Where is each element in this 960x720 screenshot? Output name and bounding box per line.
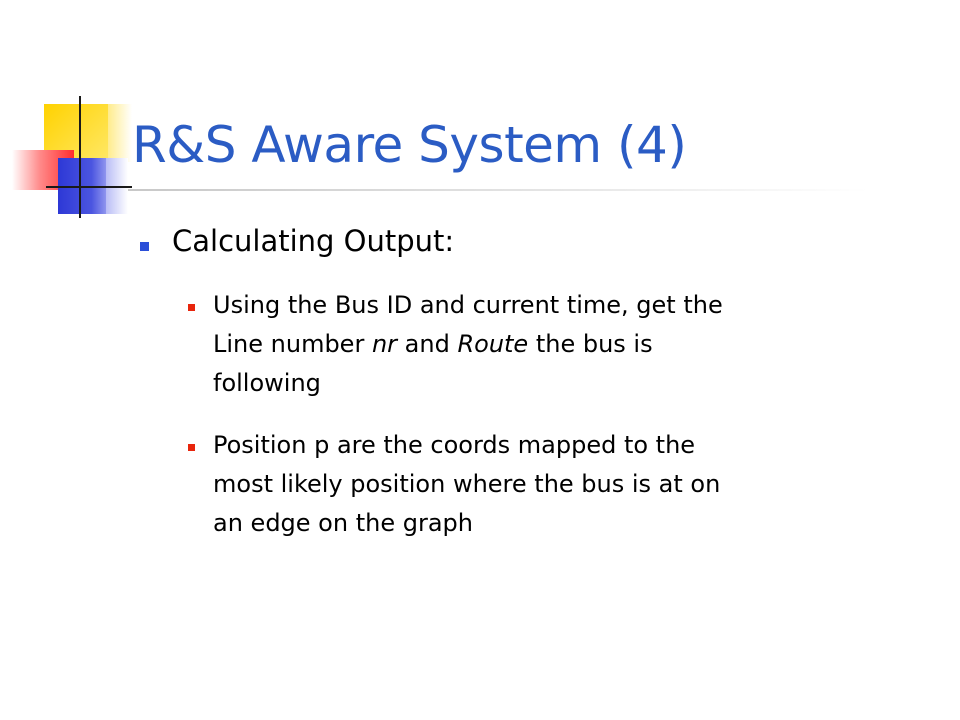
sub-bullet-1-line-2	[213, 325, 913, 364]
level2-bullet-icon	[188, 444, 195, 451]
bullet-calculating-output: Calculating Output:	[172, 224, 455, 258]
text-and: and	[397, 330, 458, 358]
sub-bullet-bus-id	[213, 286, 913, 403]
sub-bullet-1-line-3: following	[213, 369, 321, 397]
sub-bullet-2-line-2: most likely position where the bus is at on	[213, 470, 721, 498]
title-underline	[128, 189, 868, 191]
logo-vertical-line	[79, 96, 81, 218]
text-line-number: Line number	[213, 330, 372, 358]
slide-title: R&S Aware System (4)	[132, 116, 687, 174]
sub-bullet-2-line-3: an edge on the graph	[213, 509, 473, 537]
sub-bullet-2-line-1: Position p are the coords mapped to the	[213, 431, 696, 459]
text-nr-italic: nr	[371, 330, 398, 358]
text-route-italic: Route	[457, 330, 529, 358]
text-the-bus-is: the bus is	[528, 330, 653, 358]
sub-bullet-position-p	[213, 426, 913, 543]
level2-bullet-icon	[188, 304, 195, 311]
logo-horizontal-line	[46, 186, 132, 188]
logo-yellow-fade	[108, 104, 132, 162]
sub-bullet-1-line-1: Using the Bus ID and current time, get the	[213, 291, 723, 319]
level1-bullet-icon	[140, 242, 149, 251]
